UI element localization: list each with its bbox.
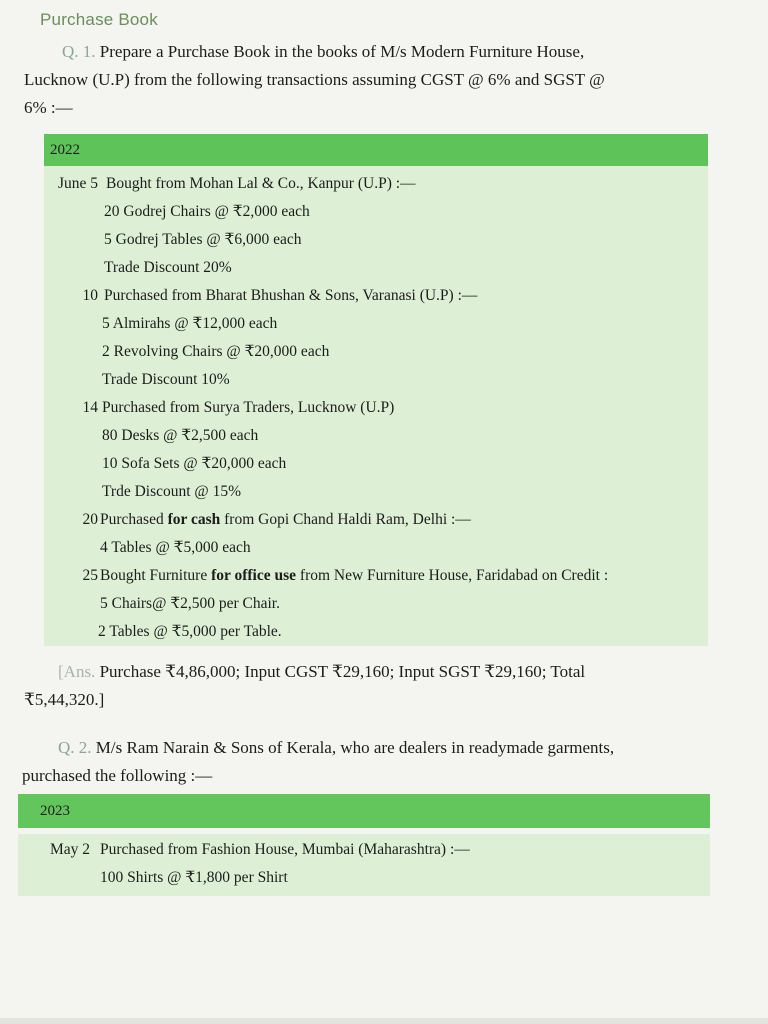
row-text: 20 Godrej Chairs @ ₹2,000 each (104, 203, 310, 220)
question-2-text-1: M/s Ram Narain & Sons of Kerala, who are dealers in readymade garments, (95, 738, 615, 757)
year-header: 2022 (44, 134, 708, 166)
row-text: Purchased from Fashion House, Mumbai (Maharashtra) :— (100, 841, 470, 858)
row-text: 80 Desks @ ₹2,500 each (102, 427, 259, 444)
row-text: Trde Discount @ 15% (102, 483, 241, 500)
row-text: Purchased from Bharat Bhushan & Sons, Varanasi (U.P) :— (104, 287, 478, 304)
row-text (100, 562, 608, 590)
row-text: 5 Almirahs @ ₹12,000 each (102, 315, 278, 332)
question-2-line-1 (22, 734, 712, 762)
row-text (100, 506, 471, 534)
row-date: June 5 (57, 175, 98, 192)
row-text-pre: Bought Furniture (100, 567, 212, 584)
row-text-post: from New Furniture House, Faridabad on Credit : (296, 567, 609, 584)
section-title: Purchase Book (40, 10, 158, 29)
transactions-table-2023 (18, 794, 710, 896)
row-text: 2 Revolving Chairs @ ₹20,000 each (102, 343, 330, 360)
row-text: 5 Chairs@ ₹2,500 per Chair. (100, 595, 280, 612)
year-header: 2023 (18, 794, 710, 828)
row-text-bold: for office use (211, 567, 297, 584)
answer-block (24, 658, 714, 714)
row-text: 5 Godrej Tables @ ₹6,000 each (104, 231, 302, 248)
row-text-bold: for cash (167, 511, 221, 528)
page-bottom-edge (0, 1018, 768, 1024)
row-text: 10 Sofa Sets @ ₹20,000 each (102, 455, 287, 472)
row-text: 2 Tables @ ₹5,000 per Table. (98, 623, 282, 640)
answer-open: [Ans. (58, 662, 96, 681)
answer-line-1 (24, 658, 714, 686)
question-1-line-1 (24, 38, 714, 66)
row-date: May 2 (49, 841, 90, 858)
question-2-number: Q. 2. (58, 738, 92, 757)
answer-text-1: Purchase ₹4,86,000; Input CGST ₹29,160; Input SGST ₹29,160; Total (99, 662, 586, 681)
question-1-line-2: Lucknow (U.P) from the following transactions assuming CGST @ 6% and SGST @ (24, 70, 605, 89)
question-1-number: Q. 1. (62, 42, 96, 61)
row-text: Purchased from Surya Traders, Lucknow (U.P) (102, 399, 395, 416)
question-2-line-2: purchased the following :— (22, 766, 213, 785)
question-1 (24, 38, 714, 122)
row-date: 20 (82, 511, 98, 528)
row-text-post: from Gopi Chand Haldi Ram, Delhi :— (220, 511, 471, 528)
row-text: Trade Discount 10% (102, 371, 230, 388)
transactions-body (18, 834, 710, 896)
row-date: 10 (82, 287, 98, 304)
answer-line-2: ₹5,44,320.] (24, 690, 105, 709)
question-1-text-1: Prepare a Purchase Book in the books of M/s Modern Furniture House, (99, 42, 585, 61)
row-date: 14 (82, 399, 98, 416)
row-text: 4 Tables @ ₹5,000 each (100, 539, 251, 556)
transactions-body (44, 166, 708, 646)
row-date: 25 (82, 567, 98, 584)
question-1-line-3: 6% :— (24, 98, 73, 117)
row-text: Bought from Mohan Lal & Co., Kanpur (U.P) :— (106, 175, 416, 192)
row-text: Trade Discount 20% (104, 259, 232, 276)
transactions-table-2022 (44, 134, 708, 646)
row-text-pre: Purchased (100, 511, 168, 528)
question-2 (22, 734, 712, 790)
row-text: 100 Shirts @ ₹1,800 per Shirt (100, 869, 288, 886)
